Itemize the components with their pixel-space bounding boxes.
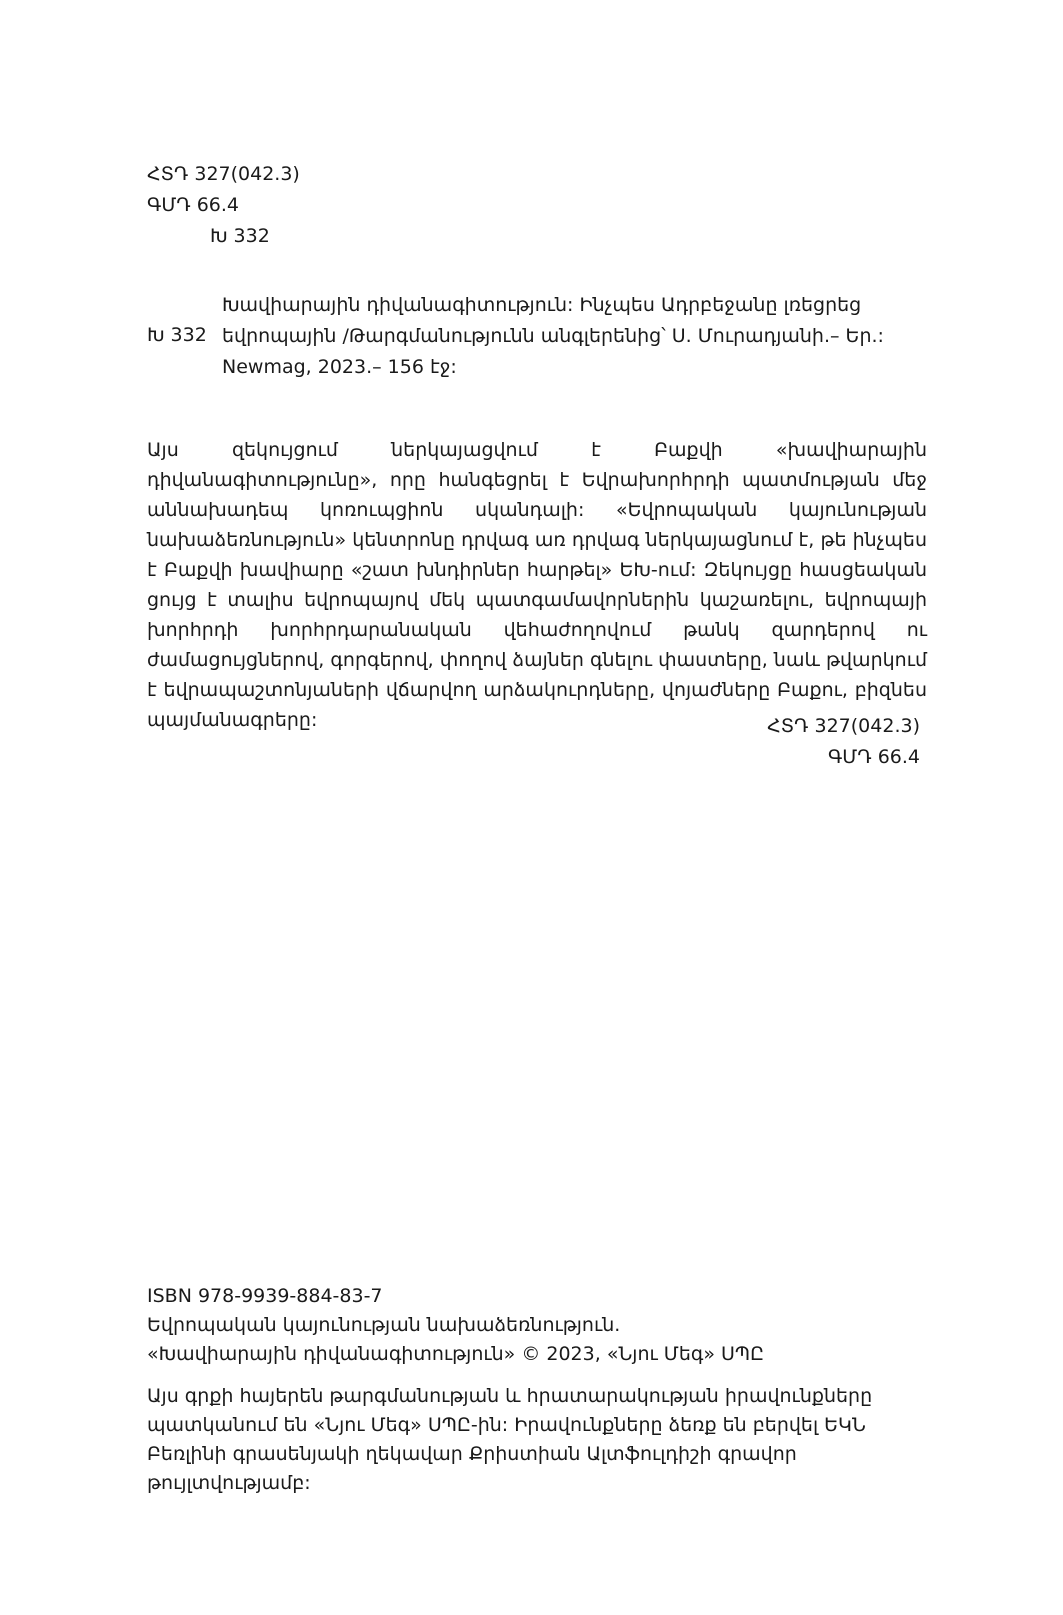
bbk-code: ԳՄԴ 66.4 bbox=[147, 194, 240, 216]
udc-code: ՀՏԴ 327(042.3) bbox=[147, 163, 300, 185]
classification-codes bbox=[147, 160, 300, 253]
bibliographic-description bbox=[222, 290, 922, 383]
rights-notice bbox=[147, 1382, 927, 1498]
abstract bbox=[147, 435, 927, 735]
biblio-line: Խավիարային դիվանագիտություն: Ինչպես Ադրբեջանը լռեցրեց bbox=[222, 294, 862, 316]
rights-text: Այս գրքի հայերեն թարգմանության և հրատարակության իրավունքները պատկանում են «Նյու Մեգ» ՍՊԸ-ին: Իրավունքները ձեռք են բերվել ԵԿՆ Բեռլինի գրասենյակի ղեկավար Քրիստիան Ալտֆուլդիշի գրավոր թույլտվությամբ: bbox=[147, 1385, 873, 1494]
bbk-code-right: ԳՄԴ 66.4 bbox=[827, 746, 920, 768]
biblio-line: եվրոպային /Թարգմանությունն անգլերենից՝ Ս. Մուրադյանի.– Եր.: bbox=[222, 325, 884, 347]
classification-codes-right bbox=[767, 712, 920, 774]
abstract-text: Այս զեկույցում ներկայացվում է Բաքվի «խավիարային դիվանագիտությունը», որը հանգեցրել է Եվրախորհրդի պատմության մեջ աննախադեպ կոռուպցիոն սկանդալի: «Եվրոպական կայունության նախաձեռնություն» կենտրոնը դրվագ առ դրվագ ներկայացնում է, թե ինչպես է Բաքվի խավիարը «շատ խնդիրներ հարթել» ԵԽ-ում: Զեկույցը հասցեական ցույց է տալիս եվրոպայով մեկ պատգամավորներին կաշառելու, եվրոպայի խորհրդի խորհրդարանական վեհաժողովում թանկ զարդերով ու ժամացույցներով, գորգերով, փողով ձայներ գնելու փաստերը, նաև թվարկում է եվրապաշտոնյաների վճարվող արձակուրդները, վոյաժները Բաքու, բիզնես պայմանագրերը: bbox=[147, 439, 927, 731]
isbn: ISBN 978-9939-884-83-7 bbox=[147, 1285, 383, 1307]
udc-code-right: ՀՏԴ 327(042.3) bbox=[767, 715, 920, 737]
organization: Եվրոպական կայունության նախաձեռնություն. bbox=[147, 1314, 621, 1336]
biblio-line: Newmag, 2023.– 156 էջ: bbox=[222, 356, 457, 378]
author-mark: Խ 332 bbox=[210, 225, 270, 247]
isbn-block bbox=[147, 1282, 927, 1369]
copyright: «Խավիարային դիվանագիտություն» © 2023, «Նյու Մեգ» ՍՊԸ bbox=[147, 1343, 765, 1365]
call-mark: Խ 332 bbox=[147, 324, 207, 346]
